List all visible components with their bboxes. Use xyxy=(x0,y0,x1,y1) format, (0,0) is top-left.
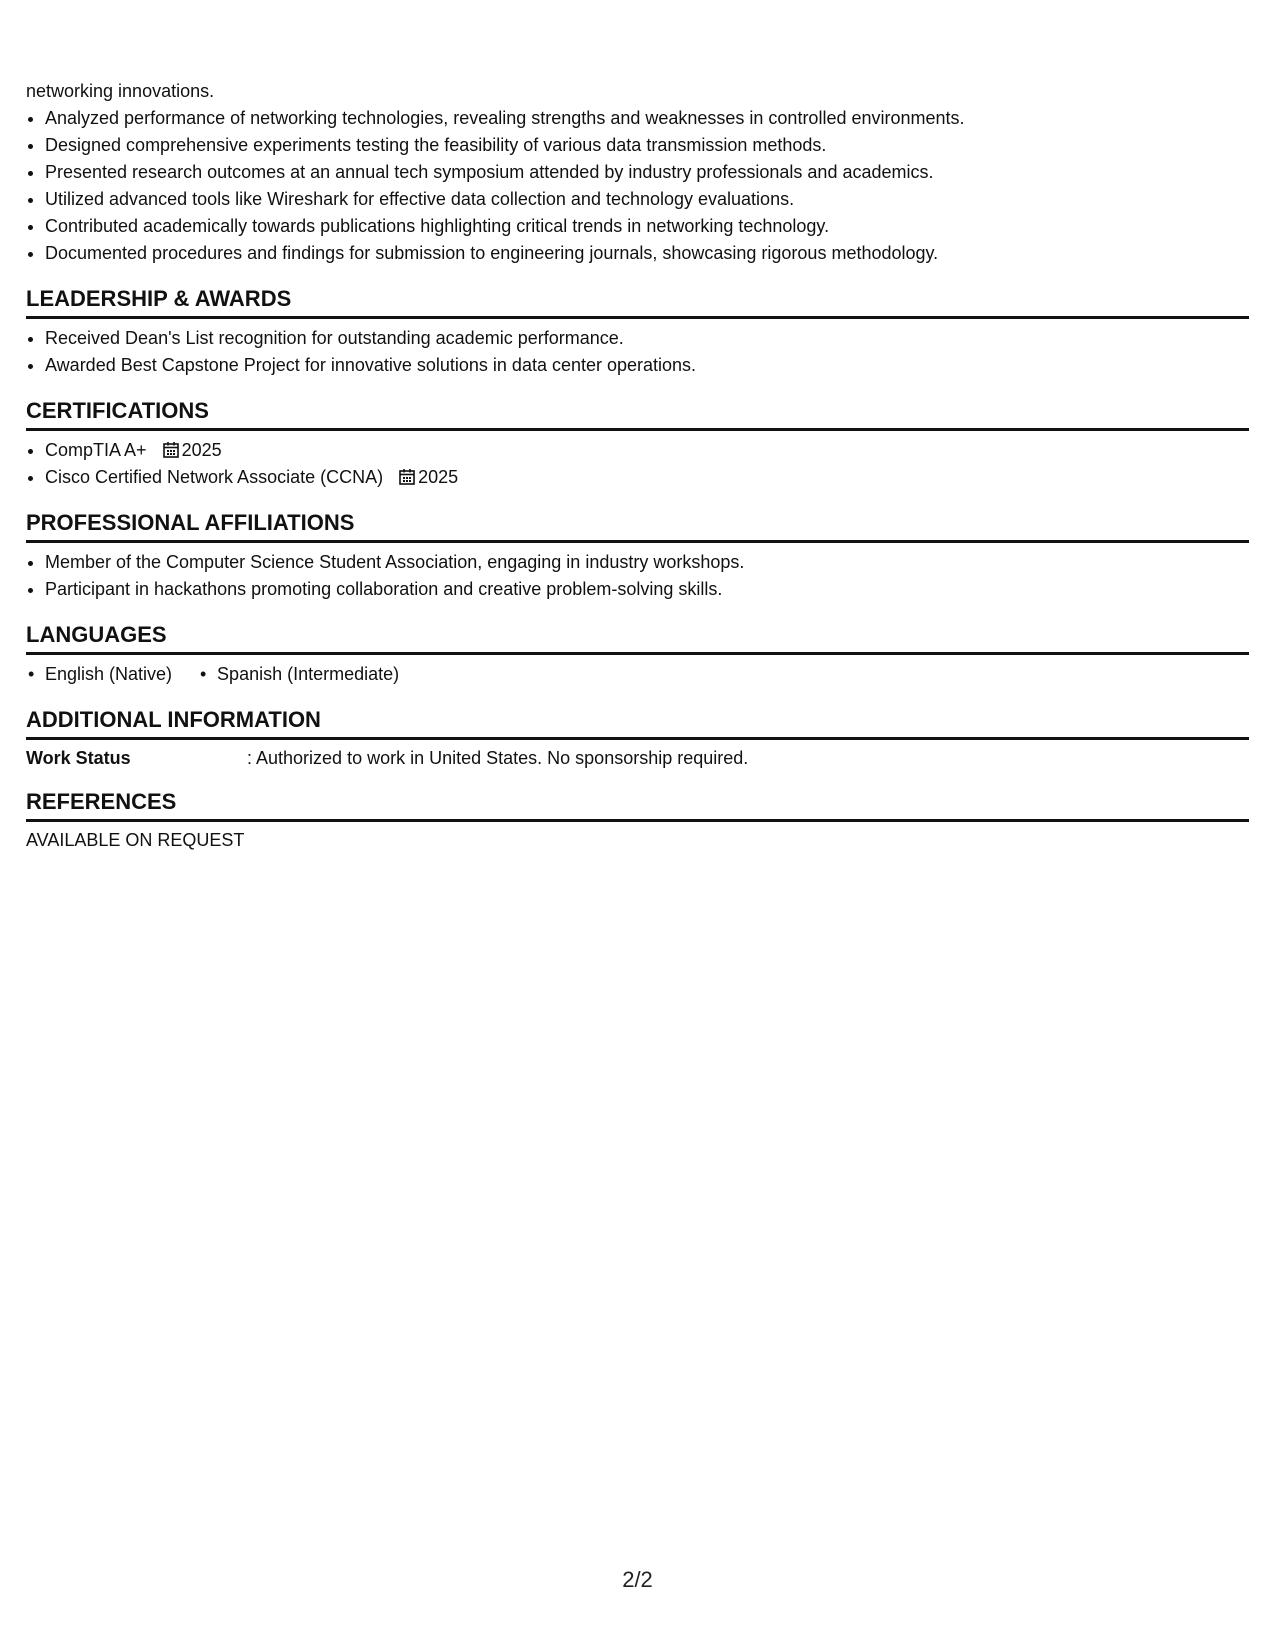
list-item: • Awarded Best Capstone Project for innovative solutions in data center operations. xyxy=(45,352,1249,379)
certification-year: 2025 xyxy=(181,440,222,460)
section-heading: LANGUAGES xyxy=(26,621,1249,655)
list-item: • Documented procedures and findings for submission to engineering journals, showcasing rigorous methodology. xyxy=(45,240,1249,267)
certifications-section xyxy=(26,397,1249,491)
references-section xyxy=(26,788,1249,852)
work-status-label: Work Status xyxy=(26,748,131,768)
page-number: 2/2 xyxy=(622,1567,653,1592)
section-heading: CERTIFICATIONS xyxy=(26,397,1249,431)
calendar-icon xyxy=(162,441,180,459)
certification-item xyxy=(45,464,1249,491)
languages-section xyxy=(26,621,1249,688)
language-item: • English (Native) xyxy=(26,661,172,688)
affiliations-section xyxy=(26,509,1249,603)
leadership-list xyxy=(26,325,1249,379)
section-heading: PROFESSIONAL AFFILIATIONS xyxy=(26,509,1249,543)
languages-list xyxy=(26,661,1249,688)
list-item: • Member of the Computer Science Student Association, engaging in industry workshops. xyxy=(45,549,1249,576)
list-item: • Contributed academically towards publications highlighting critical trends in networking technology. xyxy=(45,213,1249,240)
list-item: • Participant in hackathons promoting collaboration and creative problem-solving skills. xyxy=(45,576,1249,603)
section-heading: REFERENCES xyxy=(26,788,1249,822)
certification-name: CompTIA A+ xyxy=(45,440,147,460)
list-item: • Received Dean's List recognition for outstanding academic performance. xyxy=(45,325,1249,352)
references-text: AVAILABLE ON REQUEST xyxy=(26,830,245,850)
affiliations-list xyxy=(26,549,1249,603)
certification-name: Cisco Certified Network Associate (CCNA) xyxy=(45,467,384,487)
continuation-text: networking innovations. xyxy=(26,81,215,101)
calendar-icon xyxy=(398,468,416,486)
additional-info-section xyxy=(26,706,1249,770)
language-item: • Spanish (Intermediate) xyxy=(198,661,399,688)
leadership-section xyxy=(26,285,1249,379)
list-item: • Utilized advanced tools like Wireshark for effective data collection and technology evaluations. xyxy=(45,186,1249,213)
work-status-value: : Authorized to work in United States. No sponsorship required. xyxy=(247,748,749,768)
section-heading: ADDITIONAL INFORMATION xyxy=(26,706,1249,740)
experience-bullet-list xyxy=(26,105,1249,267)
certifications-list xyxy=(26,437,1249,491)
section-heading: LEADERSHIP & AWARDS xyxy=(26,285,1249,319)
list-item: • Designed comprehensive experiments testing the feasibility of various data transmission methods. xyxy=(45,132,1249,159)
work-status-row xyxy=(26,746,1249,770)
certification-year: 2025 xyxy=(418,467,459,487)
list-item: • Presented research outcomes at an annual tech symposium attended by industry professionals and academics. xyxy=(45,159,1249,186)
resume-page xyxy=(26,78,1249,852)
certification-item xyxy=(45,437,1249,464)
list-item: • Analyzed performance of networking technologies, revealing strengths and weaknesses in controlled environments. xyxy=(45,105,1249,132)
